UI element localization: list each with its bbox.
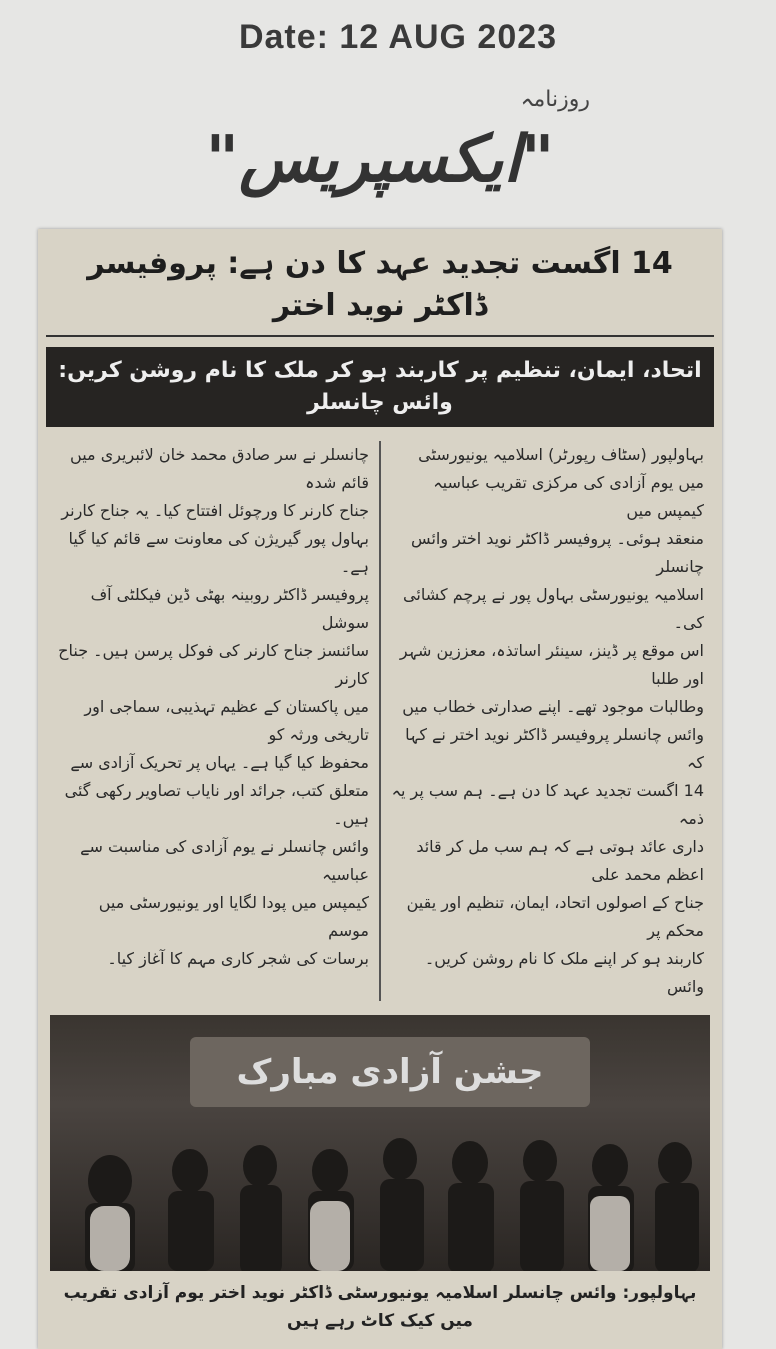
article-line: وطالبات موجود تھے۔ اپنے صدارتی خطاب میں [402,697,704,716]
photo-caption: بہاولپور: وائس چانسلر اسلامیہ یونیورسٹی ڈاکٹر نوید اختر یوم آزادی تقریب میں کیک کاٹ رہے ہیں [63,1283,697,1331]
article-line: بہاول پور گیریژن کی معاونت سے قائم کیا گیا ہے۔ [68,529,369,576]
article-line: اس موقع پر ڈینز، سینئر اساتذہ، معززین شہر اور طلبا [399,641,704,688]
article-line: محفوظ کیا گیا ہے۔ یہاں پر تحریک آزادی سے [70,753,369,772]
clipping-date: Date: 12 AUG 2023 [238,18,558,56]
article-line: داری عائد ہوتی ہے کہ ہم سب مل کر قائد اعظم محمد علی [416,837,704,884]
article-line: سائنسز جناح کارنر کی فوکل پرسن ہیں۔ جناح کارنر [58,641,369,688]
article-line: متعلق کتب، جرائد اور نایاب تصاویر رکھی گئی ہیں۔ [64,781,369,828]
newspaper-masthead [170,85,590,205]
crowd-figures [50,1111,710,1271]
article-line: میں پاکستان کے عظیم تہذیبی، سماجی اور تاریخی ورثہ کو [84,697,369,744]
article-column-left [46,441,379,1001]
article-line: پروفیسر ڈاکٹر روبینہ بھٹی ڈین فیکلٹی آف سوشل [90,585,369,632]
masthead-label: روزنامہ [520,87,590,112]
article-line: کیمپس میں پودا لگایا اور یونیورسٹی میں موسم [98,893,369,940]
masthead-name: "ایکسپریس" [205,123,555,197]
article-body [46,441,714,1001]
article-line: وائس چانسلر پروفیسر ڈاکٹر نوید اختر نے کہا کہ [405,725,704,772]
article-line: چانسلر نے سر صادق محمد خان لائبریری میں قائم شدہ [70,445,369,492]
article-line: میں یوم آزادی کی مرکزی تقریب عباسیہ کیمپس میں [433,473,704,520]
article-line: کاربند ہو کر اپنے ملک کا نام روشن کریں۔ وائس [424,949,704,996]
article-line: اسلامیہ یونیورسٹی بہاول پور نے پرچم کشائی کی۔ [403,585,704,632]
article-column-right [381,441,714,1001]
divider [46,335,714,337]
headline: 14 اگست تجدید عہد کا دن ہے: پروفیسر ڈاکٹر نوید اختر [87,246,673,323]
article-line: برسات کی شجر کاری مہم کا آغاز کیا۔ [107,949,369,968]
event-photo [50,1015,710,1271]
article-line: منعقد ہوئی۔ پروفیسر ڈاکٹر نوید اختر وائس چانسلر [411,529,704,576]
article-line: جناح کارنر کا ورچوئل افتتاح کیا۔ یہ جناح کارنر [61,501,369,520]
news-clipping [38,229,722,1349]
article-line: وائس چانسلر نے یوم آزادی کی مناسبت سے عباسیہ [80,837,369,884]
photo-banner: جشن آزادی مبارک [190,1037,590,1107]
article-line: جناح کے اصولوں اتحاد، ایمان، تنظیم اور یقین محکم پر [406,893,704,940]
article-line: بہاولپور (سٹاف رپورٹر) اسلامیہ یونیورسٹی [418,445,704,464]
article-line: 14 اگست تجدید عہد کا دن ہے۔ ہم سب پر یہ ذمہ [391,781,704,828]
subheadline: اتحاد، ایمان، تنظیم پر کاربند ہو کر ملک کا نام روشن کریں: وائس چانسلر [46,347,714,427]
